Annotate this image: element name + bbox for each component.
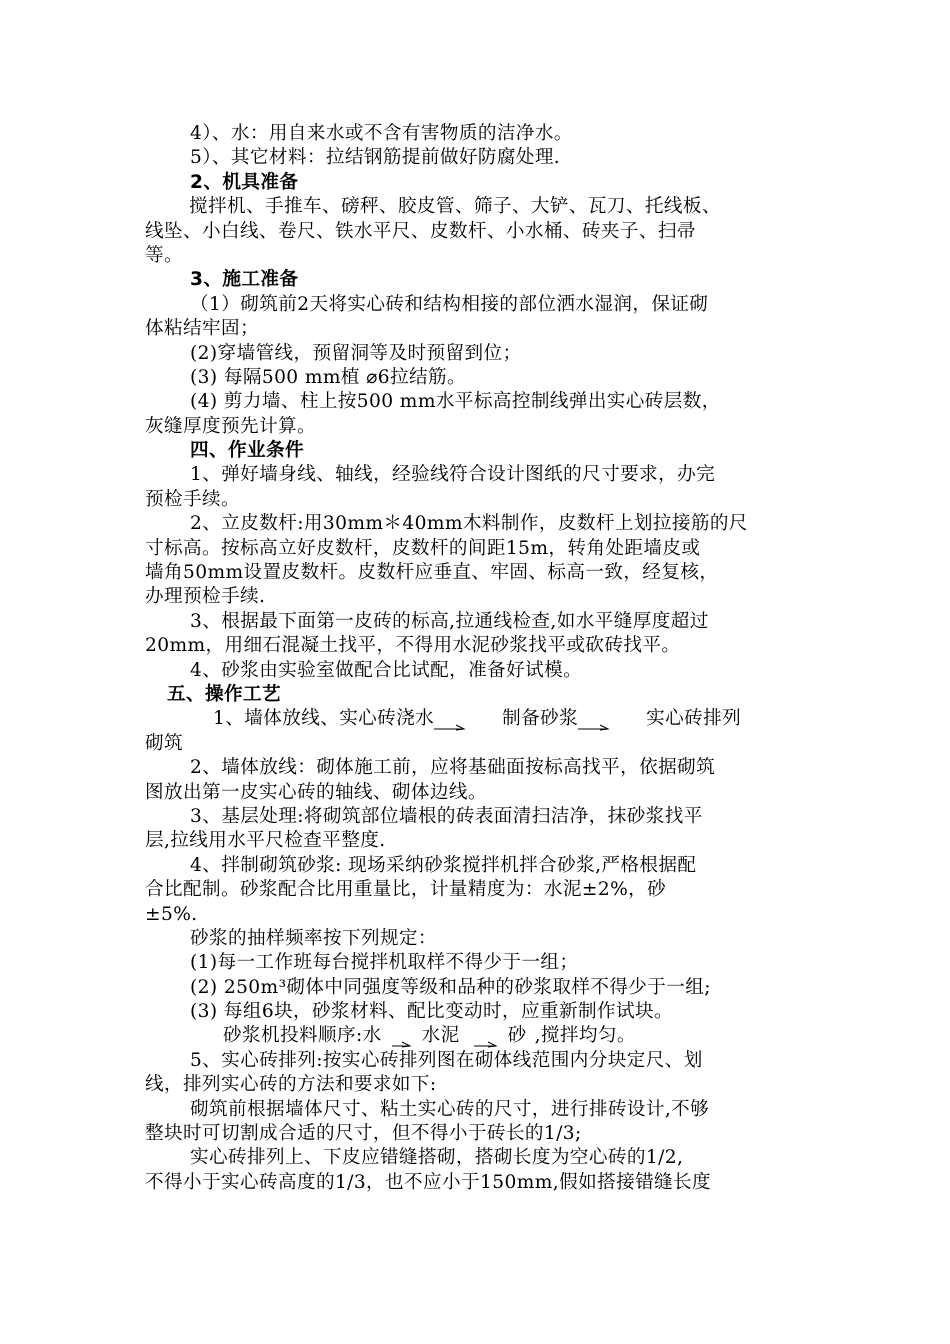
paragraph-line: 寸标高。按标高立好皮数杆，皮数杆的间距15m，转角处距墙皮或 — [145, 537, 701, 559]
arrow-right-icon — [434, 707, 484, 731]
paragraph-line: 4）、水：用自来水或不含有害物质的洁净水。 — [190, 123, 573, 144]
paragraph-line: 4、砂浆由实验室做配合比试配，准备好试模。 — [190, 659, 583, 681]
paragraph-line: 搅拌机、手推车、磅秤、胶皮管、筛子、大铲、瓦刀、托线板、 — [189, 196, 721, 218]
paragraph-line: 线，排列实心砖的方法和要求如下: — [145, 1074, 437, 1096]
paragraph-line: 2、立皮数杆:用30mm＊40mm木料制作，皮数杆上划拉接筋的尺 — [190, 513, 748, 535]
paragraph-line: 20mm，用细石混凝土找平，不得用水泥砂浆找平或砍砖找平。 — [145, 635, 681, 657]
flow-step: ,搅拌均匀。 — [534, 1025, 636, 1047]
paragraph-line: (4) 剪力墙、柱上按500 mm水平标高控制线弹出实心砖层数， — [190, 391, 721, 413]
paragraph-line: (2) 250m³砌体中同强度等级和品种的砂浆取样不得少于一组; — [190, 976, 711, 998]
paragraph-line: 1、弹好墙身线、轴线，经验线符合设计图纸的尺寸要求，办完 — [190, 464, 716, 486]
paragraph-line: (3) 每隔500 mm植 ⌀6拉结筋。 — [190, 366, 467, 388]
paragraph-line: 砂浆的抽样频率按下列规定： — [190, 927, 437, 949]
paragraph-line: 砌筑 — [145, 732, 183, 754]
section-heading: 四、作业条件 — [190, 440, 304, 462]
paragraph-line: (1)每一工作班每台搅拌机取样不得少于一组； — [190, 952, 579, 974]
flow-step: 水泥 — [421, 1025, 460, 1047]
arrow-right-icon — [382, 1024, 422, 1048]
paragraph-line: ±5%. — [145, 903, 198, 925]
paragraph-line: 图放出第一皮实心砖的轴线、砌体边线。 — [145, 781, 487, 803]
arrow-right-icon — [578, 707, 628, 731]
process-flow-1 — [145, 707, 810, 731]
paragraph-line: 4、拌制砌筑砂浆: 现场采纳砂浆搅拌机拌合砂浆,严格根据配 — [190, 854, 697, 876]
document-body — [145, 122, 810, 1195]
flow-step: 制备砂浆 — [502, 708, 579, 730]
paragraph-line: 实心砖排列上、下皮应错缝搭砌，搭砌长度为空心砖的1/2, — [190, 1147, 684, 1169]
paragraph-line: (3) 每组6块，砂浆材料、配比变动时，应重新制作试块。 — [190, 1001, 673, 1023]
flow-step: 砂浆机投料顺序:水 — [223, 1025, 382, 1047]
paragraph-line: 3、基层处理:将砌筑部位墙根的砖表面清扫洁净，抹砂浆找平 — [190, 805, 703, 827]
paragraph-line: 不得小于实心砖高度的1/3，也不应小于150mm,假如搭接错缝长度 — [145, 1171, 712, 1193]
section-heading: 2、机具准备 — [190, 171, 299, 193]
flow-step: 1、墙体放线、实心砖浇水 — [213, 708, 435, 730]
section-heading: 五、操作工艺 — [167, 683, 281, 705]
flow-step: 砂 — [507, 1025, 527, 1047]
flow-step: 实心砖排列 — [646, 708, 742, 730]
paragraph-line: 合比配制。砂浆配合比用重量比，计量精度为：水泥±2%，砂 — [145, 879, 667, 901]
paragraph-line: 灰缝厚度预先计算。 — [145, 415, 316, 437]
paragraph-line: 2、墙体放线：砌体施工前，应将基础面按标高找平，依据砌筑 — [190, 757, 716, 779]
paragraph-line: 线坠、小白线、卷尺、铁水平尺、皮数杆、小水桶、砖夹子、扫帚 — [145, 220, 696, 242]
paragraph-line: 5）、其它材料：拉结钢筋提前做好防腐处理. — [190, 147, 561, 169]
paragraph-line: 等。 — [145, 244, 183, 266]
paragraph-line: 整块时可切割成合适的尺寸，但不得小于砖长的1/3; — [145, 1123, 582, 1145]
paragraph-line: 预检手续。 — [145, 488, 240, 510]
paragraph-line: 3、根据最下面第一皮砖的标高,拉通线检查,如水平缝厚度超过 — [190, 610, 709, 632]
arrow-right-icon — [460, 1024, 508, 1048]
paragraph-line: (2)穿墙管线，预留洞等及时预留到位； — [190, 342, 522, 364]
section-heading: 3、施工准备 — [190, 269, 299, 291]
paragraph-line: （1）砌筑前2天将实心砖和结构相接的部位洒水湿润，保证砌 — [190, 293, 709, 315]
paragraph-line: 砌筑前根据墙体尺寸、粘土实心砖的尺寸，进行排砖设计,不够 — [190, 1098, 710, 1120]
paragraph-line: 层,拉线用水平尺检查平整度. — [145, 830, 386, 852]
process-flow-2 — [145, 1024, 810, 1048]
paragraph-line: 办理预检手续. — [145, 586, 266, 608]
paragraph-line: 5、实心砖排列:按实心砖排列图在砌体线范围内分块定尺、划 — [190, 1049, 703, 1071]
paragraph-line: 体粘结牢固； — [145, 318, 259, 340]
paragraph-line: 墙角50mm设置皮数杆。皮数杆应垂直、牢固、标高一致，经复核， — [145, 562, 719, 584]
